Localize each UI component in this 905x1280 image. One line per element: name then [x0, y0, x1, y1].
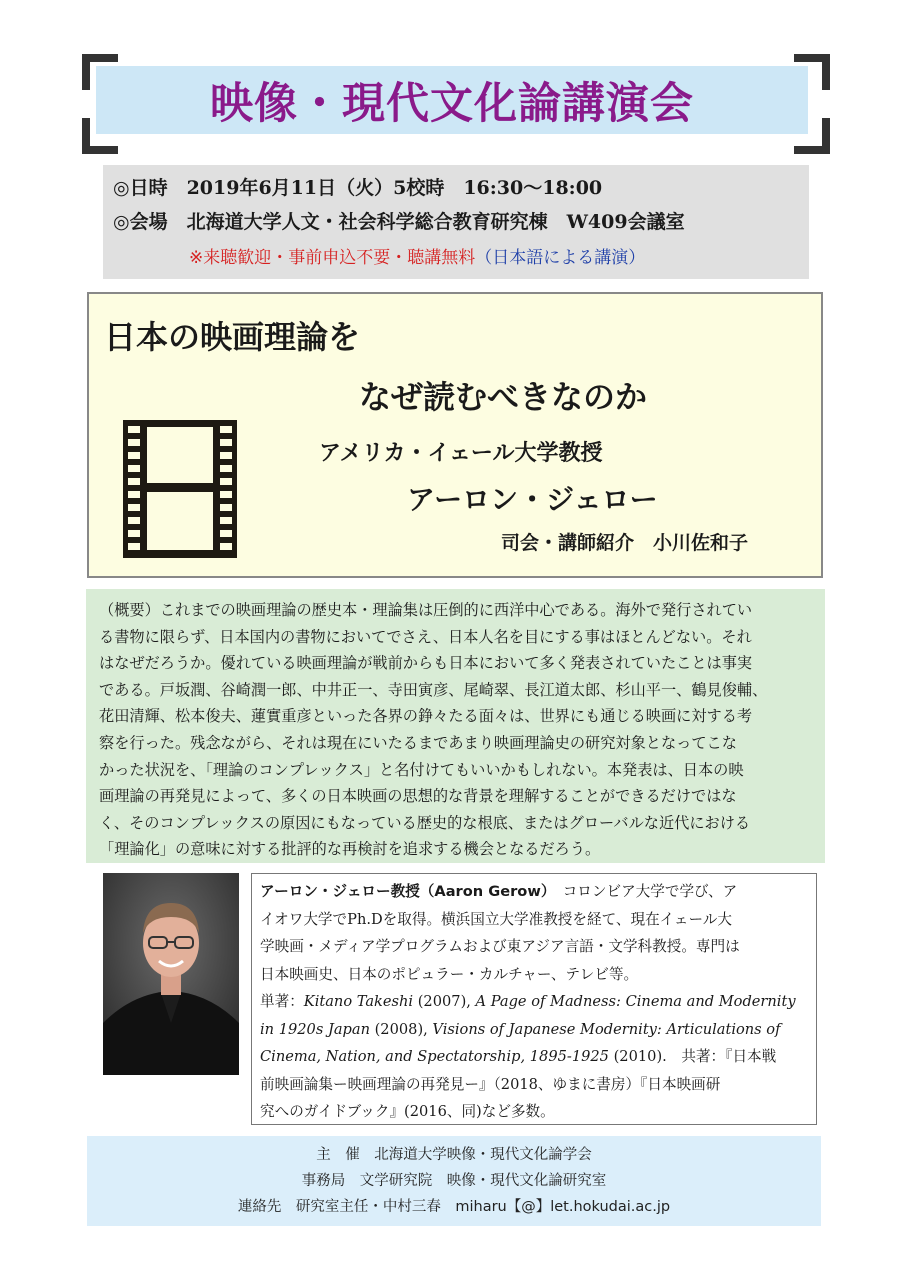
abstract-line: 「理論化」の意味に対する批評的な再検討を追求する機会となるだろう。 [99, 840, 601, 859]
organizer: 主 催 北海道大学映像・現代文化論学会 [316, 1147, 592, 1163]
corner-bracket-bottom-left [82, 118, 118, 154]
abstract-box [86, 589, 825, 863]
abstract-line: 察を行った。残念ながら、それは現在にいたるまであまり映画理論史の研究対象となってこな [99, 733, 737, 752]
film-strip-icon [123, 420, 237, 558]
moderator: 司会・講師紹介 小川佐和子 [501, 532, 749, 554]
corner-bracket-top-right [794, 54, 830, 90]
bio-line: イオワ大学でPh.Dを取得。横浜国立大学准教授を経て、現在イェール大 [260, 910, 732, 928]
speaker-photo [103, 873, 239, 1075]
corner-bracket-top-left [82, 54, 118, 90]
speaker-bio [251, 873, 817, 1125]
footer-box [87, 1136, 821, 1226]
abstract-line: はなぜだろうか。優れている映画理論が戦前からも日本において多く発表されていたことは事実 [99, 654, 753, 673]
bio-works-line: in 1920s Japan (2008), Visions of Japanese Modernity: Articulations of [260, 1020, 781, 1038]
bio-line: 究へのガイドブック』(2016、同)など多数。 [260, 1103, 555, 1120]
abstract-line: である。戸坂潤、谷崎潤一郎、中井正一、寺田寅彦、尾崎翠、長江道太郎、杉山平一、鶴見俊輔、 [99, 680, 768, 699]
abstract-line: く、そのコンプレックスの原因にもなっている歴史的な根底、またはグローバルな近代における [99, 813, 751, 832]
bio-line: 前映画論集ー映画理論の再発見ー』（2018、ゆまに書房）『日本映画研 [260, 1075, 721, 1093]
bio-name: アーロン・ジェロー教授（Aaron Gerow） [260, 883, 549, 900]
lecture-title-line1: 日本の映画理論を [104, 318, 361, 356]
bio-line: 学映画・メディア学プログラムおよび東アジア言語・文学科教授。専門は [260, 938, 740, 955]
date-line: ◎日時 2019年6月11日（火）5校時 16:30〜18:00 [113, 177, 603, 199]
abstract-line: 花田清輝、松本俊夫、蓮實重彦といった各界の錚々たる面々は、世界にも通じる映画に対する考 [99, 707, 753, 726]
bio-works-line: Cinema, Nation, and Spectatorship, 1895-1925 (2010). 共著：『日本戦 [260, 1048, 777, 1065]
contact: 連絡先 研究室主任・中村三春 miharu【@】let.hokudai.ac.jp [237, 1199, 671, 1215]
abstract-line: かった状況を、「理論のコンプレックス」と名付けてもいいかもしれない。本発表は、日本の映 [99, 760, 744, 779]
secretariat: 事務局 文学研究院 映像・現代文化論研究室 [301, 1173, 607, 1189]
speaker-affiliation: アメリカ・イェール大学教授 [319, 440, 603, 466]
bio-line: アーロン・ジェロー教授（Aaron Gerow） コロンビア大学で学び、ア [260, 883, 738, 900]
page-title: 映像・現代文化論講演会 [210, 78, 694, 129]
attendance-note [189, 243, 645, 268]
admission-note: ※来聴歓迎・事前申込不要・聴講無料 [189, 248, 476, 268]
abstract-line: る書物に限らず、日本国内の書物においてでさえ、日本人名を目にする事はほとんどない。それ [99, 627, 752, 646]
language-note: （日本語による講演） [475, 248, 646, 268]
abstract-line: 画理論の再発見によって、多くの日本映画の思想的な背景を理解することができるだけではな [99, 787, 737, 806]
corner-bracket-bottom-right [794, 118, 830, 154]
abstract-line: （概要）これまでの映画理論の歴史本・理論集は圧倒的に西洋中心である。海外で発行されてい [99, 601, 753, 619]
bio-line: 日本映画史、日本のポピュラー・カルチャー、テレビ等。 [260, 965, 639, 983]
bio-works-line: 単著：Kitano Takeshi (2007), A Page of Madness: Cinema and Modernity [260, 993, 796, 1010]
event-info-box [103, 165, 809, 279]
lecture-title-line2: なぜ読むべきなのか [359, 378, 648, 416]
speaker-name: アーロン・ジェロー [407, 483, 658, 516]
venue-line: ◎会場 北海道大学人文・社会科学総合教育研究棟 W409会議室 [113, 211, 685, 233]
title-banner [96, 66, 808, 134]
lecture-box [87, 292, 823, 578]
